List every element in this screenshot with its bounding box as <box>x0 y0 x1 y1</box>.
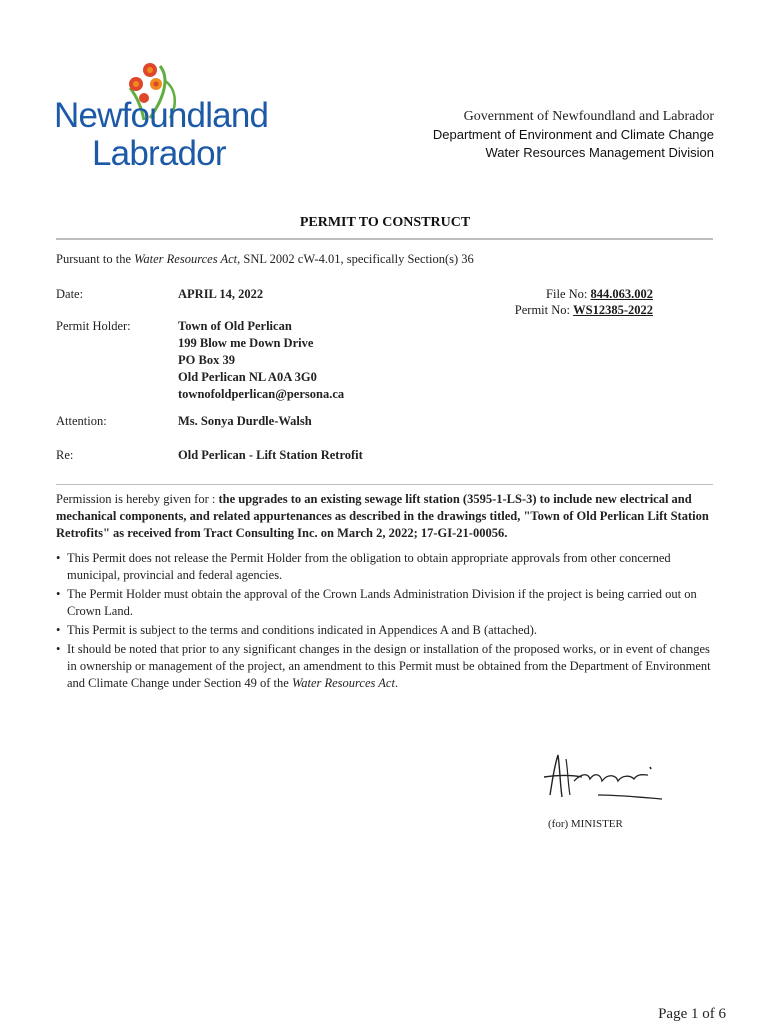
permit-conditions-list <box>56 550 716 694</box>
permission-paragraph: Permission is hereby given for : the upgrades to an existing sewage lift station (3595-1-LS-3) to include new electrical and mechanical components, and related appurtenances as described in the drawings titled, "Town of Old Perlican Lift Station Retrofits" as received from Tract Consulting Inc. on March 2, 2022; 17-GI-21-00056. <box>56 492 709 540</box>
division-name: Water Resources Management Division <box>485 145 714 160</box>
act-name: Water Resources Act <box>291 676 395 690</box>
logo-wordmark-labrador: Labrador <box>92 134 226 173</box>
file-permit-numbers <box>515 286 653 318</box>
holder-line: Town of Old Perlican <box>178 319 292 333</box>
pursuant-statement: Pursuant to the Water Resources Act, SNL 2002 cW-4.01, specifically Section(s) 36 <box>56 252 474 266</box>
date-value: APRIL 14, 2022 <box>178 287 264 301</box>
re-value: Old Perlican - Lift Station Retrofit <box>178 448 363 462</box>
re-label: Re: <box>56 448 74 462</box>
holder-line: 199 Blow me Down Drive <box>178 336 314 350</box>
condition-item: • It should be noted that prior to any significant changes in the design or installation of the proposed works, or in event of changes in ownership or management of the project, an amendment to this Permit must be obtained from the Department of Environment and Climate Change under Section 49 of the Water Resources Act. <box>56 641 716 692</box>
signoff-title: (for) MINISTER <box>548 818 623 830</box>
attention-value: Ms. Sonya Durdle-Walsh <box>178 414 312 428</box>
government-name: Government of Newfoundland and Labrador <box>463 109 714 124</box>
act-name: Water Resources Act <box>134 252 238 266</box>
department-header <box>433 108 714 162</box>
page-number: Page 1 of 6 <box>658 1006 726 1022</box>
permit-holder-address <box>178 318 344 403</box>
condition-item: • This Permit does not release the Permit Holder from the obligation to obtain appropriate approvals from other concerned municipal, provincial and federal agencies. <box>56 550 716 584</box>
document-title: PERMIT TO CONSTRUCT <box>299 215 471 230</box>
title-divider <box>56 238 713 240</box>
date-label: Date: <box>56 287 84 301</box>
handwritten-signature <box>538 745 668 810</box>
condition-item: • This Permit is subject to the terms and conditions indicated in Appendices A and B (attached). <box>56 622 716 639</box>
permit-number: Permit No: WS12385-2022 <box>514 303 653 317</box>
holder-email: townofoldperlican@persona.ca <box>178 387 345 401</box>
file-number: File No: 844.063.002 <box>546 287 653 301</box>
permit-holder-label: Permit Holder: <box>56 319 131 333</box>
nl-government-logo <box>52 58 269 176</box>
holder-line: PO Box 39 <box>178 353 235 367</box>
holder-line: Old Perlican NL A0A 3G0 <box>178 370 317 384</box>
section-divider <box>56 484 713 485</box>
logo-wordmark-newfoundland: Newfoundland <box>54 96 269 135</box>
department-name: Department of Environment and Climate Change <box>432 127 714 142</box>
attention-label: Attention: <box>56 414 107 428</box>
permission-scope: the upgrades to an existing sewage lift station (3595-1-LS-3) to include new electrical and mechanical components, and related appurtenances as described in the drawings titled, "Town of Old Perlican Lift Station Retrofits" as received from Tract Consulting Inc. on March 2, 2022; 17-GI-21-00056. <box>56 492 709 540</box>
condition-item: • The Permit Holder must obtain the approval of the Crown Lands Administration Division if the project is being carried out on Crown Land. <box>56 586 716 620</box>
